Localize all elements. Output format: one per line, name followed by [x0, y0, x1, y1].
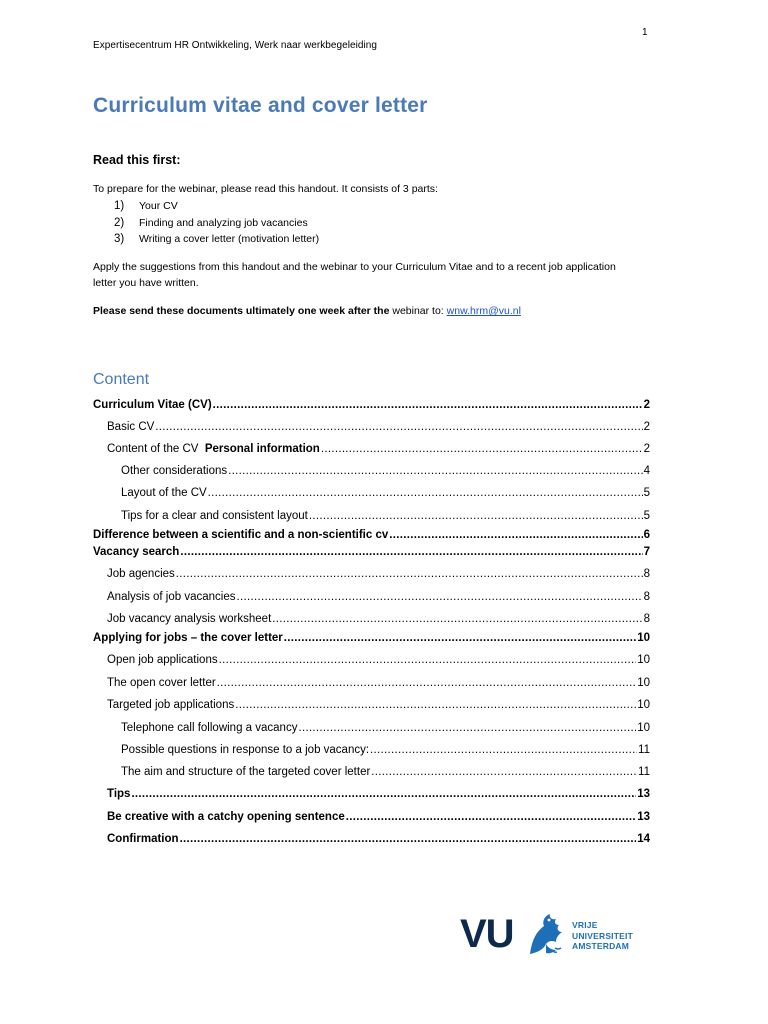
toc-entry-aim-structure[interactable] [93, 764, 650, 780]
toc-leader [298, 720, 636, 736]
toc-leader [219, 652, 637, 668]
toc-leader [217, 675, 637, 691]
toc-leader [321, 441, 643, 457]
intro-heading: Read this first: [93, 153, 181, 167]
toc-entry-label: Open job applications [107, 654, 218, 666]
send-instructions-rest: webinar to: [389, 305, 447, 317]
email-link[interactable]: wnw.hrm@vu.nl [446, 305, 521, 317]
toc-entry-label: Job vacancy analysis worksheet [107, 613, 272, 625]
toc-entry-label: Curriculum Vitae (CV) [93, 399, 212, 411]
toc-entry-page: 6 [643, 529, 650, 541]
toc-entry-tips[interactable] [93, 786, 650, 802]
running-header: Expertisecentrum HR Ontwikkeling, Werk naar werkbegeleiding [93, 40, 377, 51]
toc-entry-open-cover-letter[interactable] [93, 675, 650, 691]
toc-leader [389, 527, 642, 543]
toc-entry-page: 14 [637, 833, 650, 845]
toc-entry-page: 10 [637, 632, 650, 644]
toc-entry-page: 8 [643, 591, 650, 603]
toc-entry-vacancy-search[interactable] [93, 544, 650, 560]
toc-entry-label: The open cover letter [107, 677, 216, 689]
document-title: Curriculum vitae and cover letter [93, 94, 428, 117]
logo-line-vrije: VRIJE [572, 920, 598, 930]
toc-entry-page: 13 [637, 788, 650, 800]
suggestion-paragraph: Apply the suggestions from this handout and the webinar to your Curriculum Vitae and to a recent job application letter you have written. [93, 261, 616, 289]
toc-entry-label: Applying for jobs – the cover letter [93, 632, 283, 644]
list-label: Your CV [139, 200, 178, 212]
send-instructions-bold: Please send these documents ultimately one week after the [93, 305, 390, 317]
toc-entry-be-creative[interactable] [93, 809, 650, 825]
toc-leader [228, 463, 642, 479]
toc-entry-page: 10 [637, 699, 650, 711]
parts-list [114, 198, 319, 248]
intro-text: To prepare for the webinar, please read this handout. It consists of 3 parts: [93, 183, 438, 195]
toc-entry-possible-questions[interactable] [93, 742, 650, 758]
toc-entry-job-agencies[interactable] [93, 566, 650, 582]
toc-entry-label: Other considerations [121, 465, 228, 477]
toc-entry-page: 5 [643, 487, 650, 499]
toc-entry-label: Layout of the CV [121, 487, 207, 499]
toc-entry-label: Confirmation [107, 833, 179, 845]
toc-entry-page: 8 [643, 613, 650, 625]
toc-entry-page: 11 [638, 744, 650, 756]
logo-line-universiteit: UNIVERSITEIT [572, 930, 633, 941]
list-number: 1) [114, 200, 125, 212]
toc-entry-label: Difference between a scientific and a non-scientific cv [93, 529, 389, 541]
toc-entry-targeted-applications[interactable] [93, 697, 650, 713]
logo-letters: VU [460, 912, 514, 956]
toc-entry-label: The aim and structure of the targeted cover letter [121, 766, 371, 778]
toc-leader [272, 611, 642, 627]
toc-entry-label: Possible questions in response to a job vacancy: [121, 744, 370, 756]
list-number: 2) [114, 216, 125, 229]
toc-entry-difference-cv[interactable] [93, 527, 650, 543]
toc-entry-label: Analysis of job vacancies [107, 591, 236, 603]
griffin-icon [522, 910, 570, 958]
logo-wordmark [572, 920, 633, 952]
toc-leader [131, 786, 636, 802]
list-number: 3) [114, 233, 125, 245]
toc-entry-page: 4 [643, 465, 650, 477]
page-number: 1 [642, 27, 648, 38]
toc-entry-page: 2 [643, 421, 650, 433]
list-item [114, 215, 319, 232]
toc-entry-label: Telephone call following a vacancy [121, 722, 298, 734]
toc-leader [213, 397, 643, 413]
toc-entry-vacancy-worksheet[interactable] [93, 611, 650, 627]
toc-leader [180, 831, 637, 847]
toc-entry-label: Be creative with a catchy opening sentence [107, 811, 345, 823]
toc-entry-page: 2 [643, 443, 650, 455]
toc-entry-label: Targeted job applications [107, 699, 235, 711]
toc-leader [180, 544, 642, 560]
toc-entry-content-of-cv[interactable] [93, 441, 650, 457]
toc-entry-page: 11 [638, 766, 650, 778]
toc-leader [235, 697, 636, 713]
toc-entry-page: 10 [637, 677, 650, 689]
toc-entry-label-bold: Personal information [204, 443, 320, 455]
toc-entry-page: 5 [643, 510, 650, 522]
list-item [114, 231, 319, 248]
toc-leader [284, 630, 636, 646]
toc-entry-other-considerations[interactable] [93, 463, 650, 479]
toc-entry-label [107, 441, 320, 457]
toc-entry-page: 7 [643, 546, 650, 558]
toc-entry-label: Tips [107, 788, 131, 800]
toc-entry-basic-cv[interactable] [93, 419, 650, 435]
list-label: Finding and analyzing job vacancies [139, 216, 308, 229]
toc-entry-label-prefix: Content of the CV [107, 443, 205, 455]
list-item [114, 198, 319, 215]
toc-leader [176, 566, 643, 582]
toc-entry-layout-of-cv[interactable] [93, 485, 650, 501]
logo-line-amsterdam: AMSTERDAM [572, 941, 630, 951]
send-instructions [93, 305, 521, 317]
toc-entry-telephone-call[interactable] [93, 720, 650, 736]
toc-entry-applying-for-jobs[interactable] [93, 630, 650, 646]
toc-leader [371, 764, 637, 780]
toc-entry-label: Vacancy search [93, 546, 180, 558]
toc-entry-curriculum-vitae[interactable] [93, 397, 650, 413]
toc-leader [309, 508, 643, 524]
toc-entry-page: 10 [637, 654, 650, 666]
vu-amsterdam-logo [460, 908, 660, 960]
toc-entry-confirmation[interactable] [93, 831, 650, 847]
toc-heading: Content [93, 371, 150, 388]
toc-entry-analysis-vacancies[interactable] [93, 589, 650, 605]
toc-entry-page: 13 [637, 811, 650, 823]
toc-entry-page: 2 [643, 399, 650, 411]
toc-leader [346, 809, 636, 825]
toc-leader [236, 589, 642, 605]
list-label: Writing a cover letter (motivation letter) [139, 233, 320, 245]
toc-entry-label: Basic CV [107, 421, 155, 433]
toc-leader [370, 742, 637, 758]
toc-entry-label: Job agencies [107, 568, 175, 580]
toc-entry-tips-layout[interactable] [93, 508, 650, 524]
toc-leader [155, 419, 642, 435]
toc-entry-page: 8 [643, 568, 650, 580]
toc-entry-open-applications[interactable] [93, 652, 650, 668]
toc-leader [208, 485, 643, 501]
toc-entry-label: Tips for a clear and consistent layout [121, 510, 308, 522]
toc-entry-page: 10 [637, 722, 650, 734]
